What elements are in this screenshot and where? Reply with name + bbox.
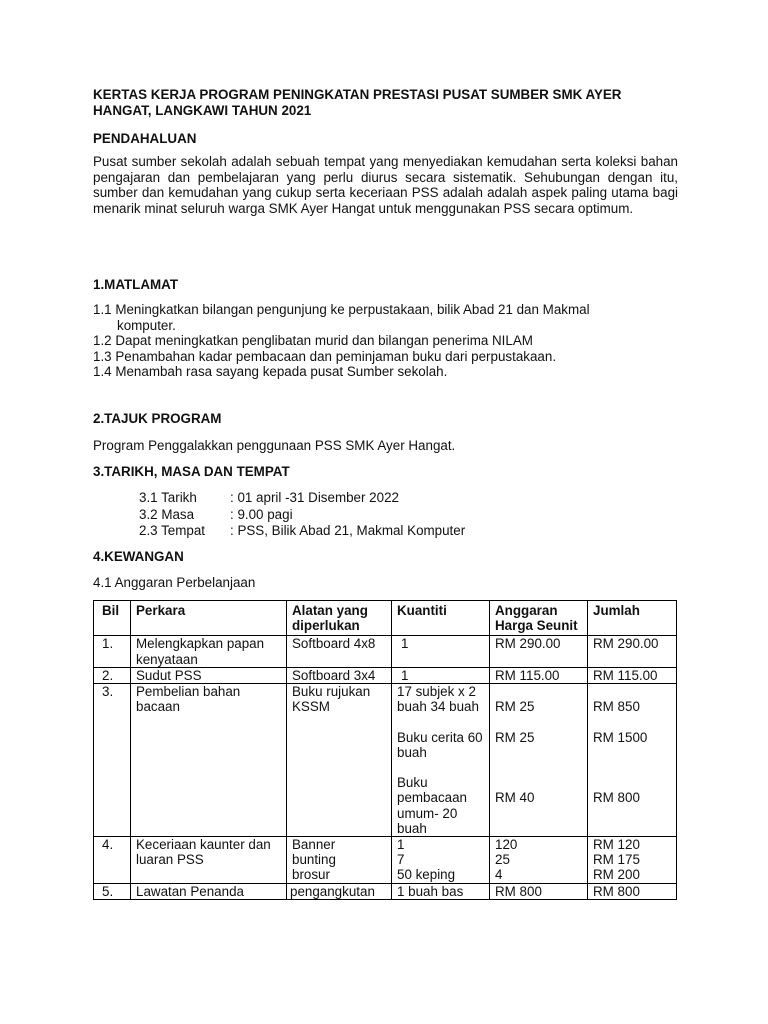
cell-kuantiti: 1 7 50 keping bbox=[392, 837, 490, 884]
matlamat-list bbox=[93, 302, 590, 380]
schedule-key: 3.1 Tarikh bbox=[139, 490, 197, 505]
list-item: 1.3 Penambahan kadar pembacaan dan peminjaman buku dari perpustakaan. bbox=[93, 348, 557, 364]
cell-kuantiti bbox=[392, 684, 490, 837]
harga-line: RM 25 bbox=[495, 699, 535, 715]
cell-harga: RM 115.00 bbox=[490, 667, 588, 683]
table-header-row bbox=[94, 601, 677, 636]
kewangan-subheading: 4.1 Anggaran Perbelanjaan bbox=[93, 575, 256, 590]
intro-paragraph: Pusat sumber sekolah adalah sebuah tempat yang menyediakan kemudahan serta koleksi bahan pengajaran dan pembelajaran yang perlu diurus secara sistematik. Sehubungan dengan itu, sumber dan kemudahan yang cukup serta keceriaan PSS adalah adalah aspek paling utama bagi menarik minat seluruh warga SMK Ayer Hangat untuk menggunakan PSS secara optimum. bbox=[93, 154, 678, 216]
cell-harga: RM 290.00 bbox=[490, 636, 588, 667]
budget-table bbox=[93, 600, 677, 900]
schedule-list bbox=[139, 490, 465, 540]
schedule-row bbox=[139, 523, 465, 540]
cell-perkara: Lawatan Penanda bbox=[131, 883, 287, 899]
cell-bil: 5. bbox=[94, 883, 131, 899]
schedule-row bbox=[139, 490, 465, 507]
jumlah-line: RM 1500 bbox=[593, 729, 648, 745]
column-header: Alatan yang diperlukan bbox=[287, 601, 392, 636]
schedule-key: 2.3 Tempat bbox=[139, 523, 206, 538]
cell-perkara: Sudut PSS bbox=[131, 667, 287, 683]
schedule-row bbox=[139, 507, 465, 524]
kuantiti-line: Buku cerita 60 buah bbox=[397, 729, 483, 760]
harga-line: RM 25 bbox=[495, 729, 535, 745]
list-item: 1.2 Dapat meningkatkan penglibatan murid dan bilangan penerima NILAM bbox=[93, 333, 533, 348]
column-header: Perkara bbox=[131, 601, 287, 636]
cell-harga: 120 25 4 bbox=[490, 837, 588, 884]
tajuk-heading: 2.TAJUK PROGRAM bbox=[93, 411, 222, 426]
list-item: 1.1 Meningkatkan bilangan pengunjung ke perpustakaan, bilik Abad 21 dan Makmal bbox=[93, 302, 590, 317]
matlamat-heading: 1.MATLAMAT bbox=[93, 277, 179, 292]
harga-line: RM 40 bbox=[495, 790, 535, 806]
cell-alatan: pengangkutan bbox=[287, 883, 392, 899]
table-row bbox=[94, 883, 677, 899]
cell-kuantiti: 1 bbox=[392, 667, 490, 683]
kuantiti-line: Buku pembacaan umum- 20 buah bbox=[397, 775, 467, 836]
cell-jumlah: RM 115.00 bbox=[588, 667, 677, 683]
cell-alatan: Buku rujukan KSSM bbox=[287, 684, 392, 837]
schedule-key: 3.2 Masa bbox=[139, 506, 195, 522]
list-item: 1.4 Menambah rasa sayang kepada pusat Sumber sekolah. bbox=[93, 364, 448, 379]
cell-bil: 1. bbox=[94, 636, 131, 667]
cell-perkara: Keceriaan kaunter dan luaran PSS bbox=[131, 837, 287, 884]
column-header: Anggaran Harga Seunit bbox=[490, 601, 588, 636]
cell-jumlah: RM 290.00 bbox=[588, 636, 677, 667]
jumlah-line: RM 850 bbox=[593, 699, 640, 715]
cell-perkara: Pembelian bahan bacaan bbox=[131, 684, 287, 837]
kewangan-heading: 4.KEWANGAN bbox=[93, 549, 184, 564]
tarikh-heading: 3.TARIKH, MASA DAN TEMPAT bbox=[93, 464, 290, 479]
tajuk-text: Program Penggalakkan penggunaan PSS SMK Ayer Hangat. bbox=[93, 438, 456, 453]
column-header: Jumlah bbox=[588, 601, 677, 636]
cell-jumlah: RM 120 RM 175 RM 200 bbox=[588, 837, 677, 884]
cell-kuantiti: 1 buah bas bbox=[392, 883, 490, 899]
cell-bil: 2. bbox=[94, 667, 131, 683]
document-title: KERTAS KERJA PROGRAM PENINGKATAN PRESTASI PUSAT SUMBER SMK AYER HANGAT, LANGKAWI TAHUN 2021 bbox=[93, 87, 622, 118]
schedule-value: : 9.00 pagi bbox=[230, 506, 293, 522]
table-row bbox=[94, 837, 677, 884]
cell-perkara: Melengkapkan papan kenyataan bbox=[131, 636, 287, 667]
cell-bil: 3. bbox=[94, 684, 131, 837]
intro-heading: PENDAHALUAN bbox=[93, 131, 197, 146]
cell-kuantiti: 1 bbox=[392, 636, 490, 667]
table-row bbox=[94, 667, 677, 683]
table-row bbox=[94, 684, 677, 837]
cell-bil: 4. bbox=[94, 837, 131, 884]
kuantiti-line: 17 subjek x 2 buah 34 buah bbox=[397, 684, 479, 715]
table-row bbox=[94, 636, 677, 667]
jumlah-line: RM 800 bbox=[593, 790, 640, 806]
cell-alatan: Softboard 4x8 bbox=[287, 636, 392, 667]
schedule-value: : 01 april -31 Disember 2022 bbox=[230, 490, 399, 505]
column-header: Kuantiti bbox=[392, 601, 490, 636]
list-item-continuation: komputer. bbox=[117, 317, 176, 333]
cell-harga: RM 800 bbox=[490, 883, 588, 899]
cell-alatan: Softboard 3x4 bbox=[287, 667, 392, 683]
schedule-value: : PSS, Bilik Abad 21, Makmal Komputer bbox=[230, 523, 466, 538]
column-header: Bil bbox=[94, 601, 131, 636]
cell-harga bbox=[490, 684, 588, 837]
cell-jumlah bbox=[588, 684, 677, 837]
cell-alatan: Banner bunting brosur bbox=[287, 837, 392, 884]
cell-jumlah: RM 800 bbox=[588, 883, 677, 899]
